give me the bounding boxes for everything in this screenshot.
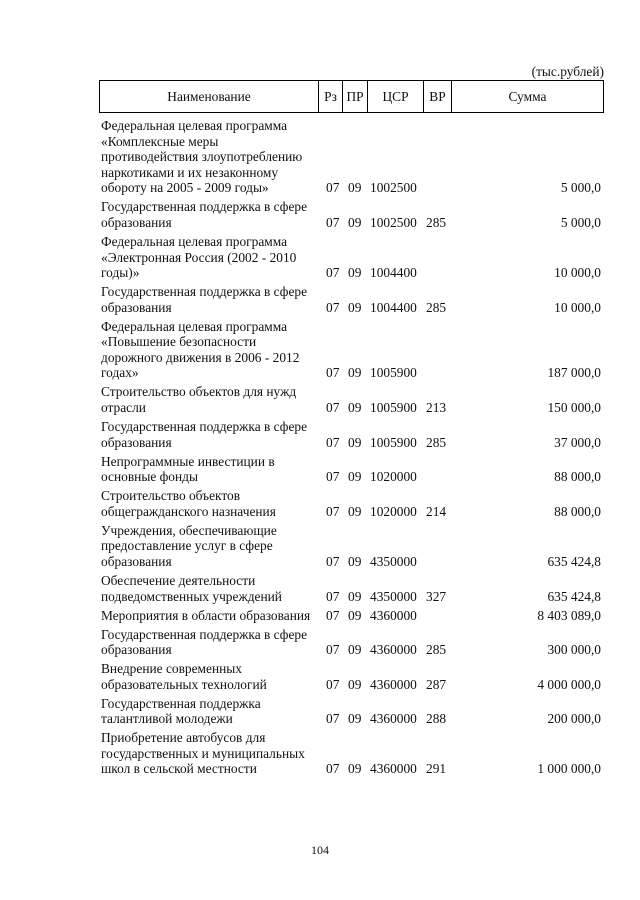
table-row [101,488,601,519]
cell-sum: 200 000,0 [547,711,601,727]
table-row [101,454,601,485]
table-row [101,384,601,415]
cell-sum: 8 403 089,0 [537,607,601,623]
cell-csr: 1020000 [370,503,417,519]
cell-sum: 10 000,0 [554,299,601,315]
cell-vr: 327 [426,588,447,604]
cell-rz: 07 [326,400,340,416]
cell-csr: 1004400 [370,265,417,281]
table-row [101,118,601,196]
cell-vr: 285 [426,299,447,315]
cell-name: Государственная поддержка в сфере образования [101,419,308,450]
cell-rz: 07 [326,588,340,604]
cell-name: Федеральная целевая программа «Электронная Россия (2002 - 2010 годы)» [101,233,297,281]
cell-pr: 09 [348,588,362,604]
cell-name: Государственная поддержка талантливой молодежи [101,695,261,727]
cell-sum: 4 000 000,0 [537,676,601,692]
cell-rz: 07 [326,503,340,519]
cell-name: Государственная поддержка в сфере образования [101,626,308,658]
cell-rz: 07 [326,642,340,658]
cell-csr: 4360000 [370,676,417,692]
cell-csr: 1005900 [370,365,417,381]
cell-csr: 4360000 [370,761,417,777]
table-row [101,627,601,658]
cell-pr: 09 [348,676,362,692]
cell-sum: 187 000,0 [547,365,601,381]
cell-pr: 09 [348,503,362,519]
cell-rz: 07 [326,365,340,381]
cell-name: Мероприятия в области образования [101,607,311,623]
cell-csr: 1002500 [370,180,417,196]
cell-pr: 09 [348,642,362,658]
cell-rz: 07 [326,299,340,315]
cell-csr: 1005900 [370,434,417,450]
cell-sum: 5 000,0 [560,180,601,196]
table-row [101,419,601,450]
cell-sum: 635 424,8 [547,588,601,604]
page-number: 104 [311,843,329,857]
cell-csr: 4360000 [370,607,417,623]
cell-pr: 09 [348,553,362,569]
cell-pr: 09 [348,299,362,315]
cell-name: Внедрение современных образовательных технологий [101,661,267,692]
table-body [101,118,601,780]
cell-pr: 09 [348,265,362,281]
cell-name: Государственная поддержка в сфере образования [101,284,308,315]
table-header [99,80,604,113]
cell-rz: 07 [326,676,340,692]
cell-sum: 300 000,0 [547,642,601,658]
table-row [101,608,601,624]
cell-rz: 07 [326,265,340,281]
table-row [101,319,601,381]
cell-name: Непрограммные инвестиции в основные фонды [101,453,275,485]
cell-pr: 09 [348,711,362,727]
cell-vr: 214 [426,503,447,519]
cell-rz: 07 [326,711,340,727]
cell-rz: 07 [326,434,340,450]
cell-name: Учреждения, обеспечивающие предоставление услуг в сфере образования [101,522,277,569]
cell-rz: 07 [326,553,340,569]
cell-rz: 07 [326,180,340,196]
cell-rz: 07 [326,214,340,230]
cell-csr: 1005900 [370,400,417,416]
cell-name: Строительство объектов общегражданского назначения [101,488,276,519]
cell-pr: 09 [348,469,362,485]
cell-vr: 285 [426,642,447,658]
cell-csr: 4350000 [370,588,417,604]
cell-rz: 07 [326,761,340,777]
cell-csr: 1004400 [370,299,417,315]
cell-csr: 4350000 [370,553,417,569]
column-header-name: Наименование [100,81,319,112]
cell-sum: 150 000,0 [547,400,601,416]
cell-name: Государственная поддержка в сфере образования [101,199,308,230]
cell-pr: 09 [348,365,362,381]
cell-csr: 4360000 [370,711,417,727]
cell-pr: 09 [348,607,362,623]
cell-vr: 285 [426,434,447,450]
cell-name: Приобретение автобусов для государственных и муниципальных школ в сельской местности [101,730,305,777]
table-row [101,696,601,727]
cell-pr: 09 [348,180,362,196]
table-row [101,234,601,281]
table-row [101,523,601,570]
cell-sum: 88 000,0 [554,469,601,485]
cell-name: Обеспечение деятельности подведомственных учреждений [101,572,282,604]
column-header-pr: ПР [343,81,368,112]
cell-sum: 88 000,0 [554,503,601,519]
column-header-sum: Сумма [508,89,547,104]
cell-sum: 1 000 000,0 [537,761,601,777]
cell-pr: 09 [348,761,362,777]
cell-name: Федеральная целевая программа «Повышение безопасности дорожного движения в 2006 - 2012 годах» [101,318,300,381]
cell-rz: 07 [326,607,340,623]
cell-vr: 213 [426,400,447,416]
cell-sum: 10 000,0 [554,265,601,281]
cell-sum: 5 000,0 [560,214,601,230]
table-row [101,730,601,777]
cell-sum: 37 000,0 [554,434,601,450]
table-row [101,284,601,315]
cell-sum: 635 424,8 [547,553,601,569]
cell-vr: 285 [426,214,447,230]
cell-csr: 1020000 [370,469,417,485]
cell-name: Федеральная целевая программа «Комплексные меры противодействия злоупотреблению наркотиками и их незаконному обороту на 2005 - 2009 годы» [101,118,303,196]
table-row [101,661,601,692]
column-header-vr: ВР [424,81,452,112]
cell-vr: 287 [426,676,447,692]
cell-pr: 09 [348,434,362,450]
cell-name: Строительство объектов для нужд отрасли [101,384,297,416]
cell-rz: 07 [326,469,340,485]
column-header-csr: ЦСР [368,81,424,112]
unit-label: (тыс.рублей) [531,64,604,79]
column-header-rz: Рз [319,81,343,112]
cell-pr: 09 [348,400,362,416]
cell-csr: 4360000 [370,642,417,658]
cell-vr: 288 [426,711,447,727]
cell-vr: 291 [426,761,447,777]
table-row [101,199,601,230]
table-row [101,573,601,604]
cell-pr: 09 [348,214,362,230]
cell-csr: 1002500 [370,214,417,230]
